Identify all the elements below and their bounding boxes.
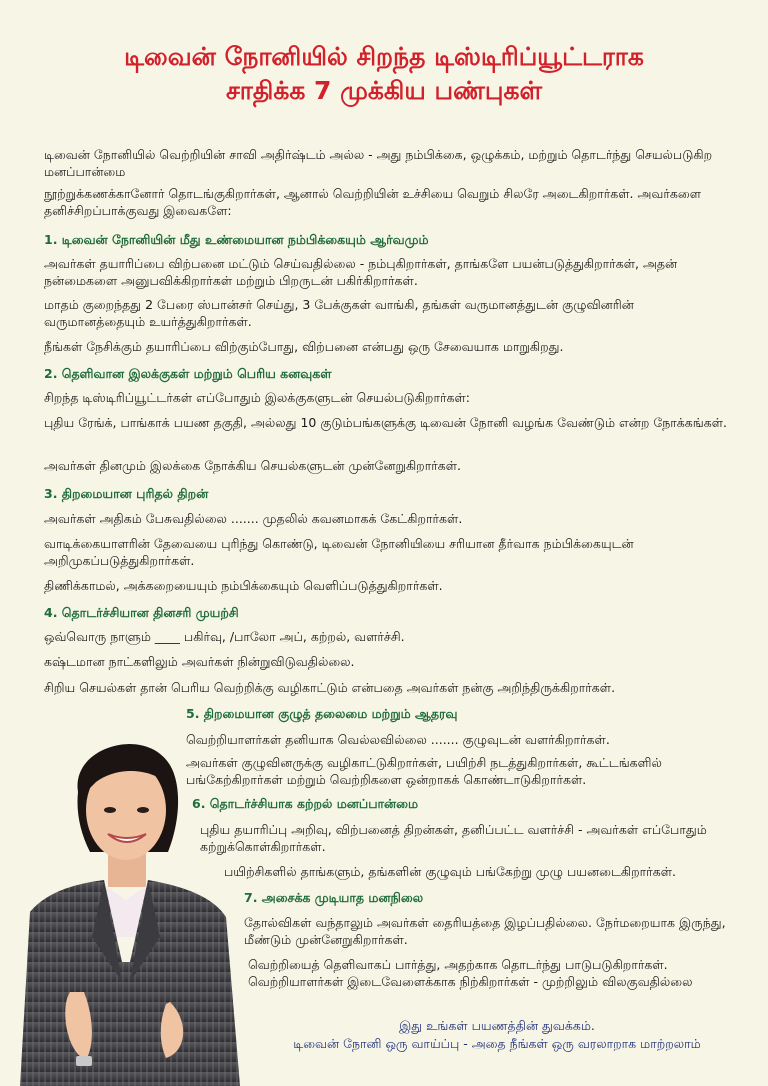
section-4-paragraph-2: கஷ்டமான நாட்களிலும் அவர்கள் நின்றுவிடுவதில்லை. bbox=[44, 654, 355, 669]
section-1-paragraph-1: அவர்கள் தயாரிப்பை விற்பனை மட்டும் செய்வதில்லை - நம்புகிறார்கள், தாங்களே பயன்படுத்துகிறார்கள், அதன் நன்மைகளை அனுபவிக்கிறார்கள் மற்றும் பிறருடன் பகிர்கிறார்கள். bbox=[44, 256, 678, 288]
section-3-paragraph-3: திணிக்காமல், அக்கறையையும் நம்பிக்கையும் வெளிப்படுத்துகிறார்கள். bbox=[44, 578, 443, 593]
section-3-paragraph-1: அவர்கள் அதிகம் பேசுவதில்லை ....... முதலில் கவனமாகக் கேட்கிறார்கள். bbox=[44, 511, 463, 526]
title-line-1: டிவைன் நோனியில் சிறந்த டிஸ்டிரிப்யூட்டராக bbox=[124, 42, 644, 71]
section-1-heading: 1. டிவைன் நோனியின் மீது உண்மையான நம்பிக்கையும் ஆர்வமும் bbox=[44, 232, 429, 247]
intro-paragraph-2: நூற்றுக்கணக்கானோர் தொடங்குகிறார்கள், ஆனால் வெற்றியின் உச்சியை வெறும் சிலரே அடைகிறார்கள். அவர்களை தனிச்சிறப்பாக்குவது இவைகளே: bbox=[44, 186, 701, 218]
section-3-heading: 3. திறமையான புரிதல் திறன் bbox=[44, 486, 209, 501]
section-2-paragraph-1: சிறந்த டிஸ்டிரிப்யூட்டர்கள் எப்போதும் இலக்குகளுடன் செயல்படுகிறார்கள்: bbox=[44, 390, 470, 405]
section-2-heading: 2. தெளிவான இலக்குகள் மற்றும் பெரிய கனவுகள் bbox=[44, 366, 332, 381]
section-4-heading: 4. தொடர்ச்சியான தினசரி முயற்சி bbox=[44, 605, 239, 620]
section-6-heading: 6. தொடர்ச்சியாக கற்றல் மனப்பான்மை bbox=[192, 796, 419, 811]
section-1-paragraph-3: நீங்கள் நேசிக்கும் தயாரிப்பை விற்கும்போது, விற்பனை என்பது ஒரு சேவையாக மாறுகிறது. bbox=[44, 339, 564, 354]
title-line-2: சாதிக்க 7 முக்கிய பண்புகள் bbox=[225, 76, 543, 105]
footer-line-2: டிவைன் நோனி ஒரு வாய்ப்பு - அதை நீங்கள் ஒரு வரலாறாக மாற்றலாம் bbox=[293, 1036, 701, 1051]
section-7-paragraph-1: தோல்விகள் வந்தாலும் அவர்கள் தைரியத்தை இழப்பதில்லை. நேர்மறையாக இருந்து, மீண்டும் முன்னேறுகிறார்கள். bbox=[244, 915, 726, 947]
section-4-paragraph-1: ஒவ்வொரு நாளும் ____ பகிர்வு, /பாலோ அப், கற்றல், வளர்ச்சி. bbox=[44, 629, 405, 644]
section-6-paragraph-2: பயிற்சிகளில் தாங்களும், தங்களின் குழுவும் பங்கேற்று முழு பயனடைகிறார்கள். bbox=[224, 864, 676, 879]
section-4-paragraph-3: சிறிய செயல்கள் தான் பெரிய வெற்றிக்கு வழிகாட்டும் என்பதை அவர்கள் நன்கு அறிந்திருக்கிறார்கள். bbox=[44, 680, 616, 695]
section-2-paragraph-2: புதிய ரேங்க், பாங்காக் பயண தகுதி, அல்லது 10 குடும்பங்களுக்கு டிவைன் நோனி வழங்க வேண்டும் என்ற நோக்கங்கள். bbox=[44, 415, 727, 430]
section-2-paragraph-3: அவர்கள் தினமும் இலக்கை நோக்கிய செயல்களுடன் முன்னேறுகிறார்கள். bbox=[44, 458, 462, 473]
section-7-paragraph-2: வெற்றியைத் தெளிவாகப் பார்த்து, அதற்காக தொடர்ந்து பாடுபடுகிறார்கள். வெற்றியாளர்கள் இடைவேளைக்காக நிற்கிறார்கள் - முற்றிலும் விலகுவதில்லை bbox=[248, 957, 693, 989]
section-5-heading: 5. திறமையான குழுத் தலைமை மற்றும் ஆதரவு bbox=[186, 706, 458, 721]
page-title bbox=[0, 40, 768, 108]
section-5-paragraph-2: அவர்கள் குழுவினருக்கு வழிகாட்டுகிறார்கள், பயிற்சி நடத்துகிறார்கள், கூட்டங்களில் பங்கேற்கிறார்கள் மற்றும் வெற்றிகளை ஒன்றாகக் கொண்டாடுகிறார்கள். bbox=[186, 755, 662, 787]
section-6-paragraph-1: புதிய தயாரிப்பு அறிவு, விற்பனைத் திறன்கள், தனிப்பட்ட வளர்ச்சி - அவர்கள் எப்போதும் கற்றுக்கொள்கிறார்கள். bbox=[200, 822, 707, 854]
section-5-paragraph-1: வெற்றியாளர்கள் தனியாக வெல்லவில்லை ....... குழுவுடன் வளர்கிறார்கள். bbox=[186, 732, 610, 747]
intro-paragraph-1: டிவைன் நோனியில் வெற்றியின் சாவி அதிர்ஷ்டம் அல்ல - அது நம்பிக்கை, ஒழுக்கம், மற்றும் தொடர்ந்து செயல்படுகிற மனப்பான்மை bbox=[44, 147, 713, 179]
section-1-paragraph-2: மாதம் குறைந்தது 2 பேரை ஸ்பான்சர் செய்து, 3 பேக்குகள் வாங்கி, தங்கள் வருமானத்துடன் குழுவினரின் வருமானத்தையும் உயர்த்துகிறார்கள். bbox=[44, 297, 634, 329]
section-7-heading: 7. அசைக்க முடியாத மனநிலை bbox=[244, 890, 424, 905]
section-3-paragraph-2: வாடிக்கையாளரின் தேவையை புரிந்து கொண்டு, டிவைன் நோனியியை சரியான தீர்வாக நம்பிக்கையுடன் அறிமுகப்படுத்துகிறார்கள். bbox=[44, 536, 634, 568]
footer-line-1: இது உங்கள் பயணத்தின் துவக்கம். bbox=[399, 1018, 595, 1033]
businesswoman-photo bbox=[0, 722, 250, 1086]
